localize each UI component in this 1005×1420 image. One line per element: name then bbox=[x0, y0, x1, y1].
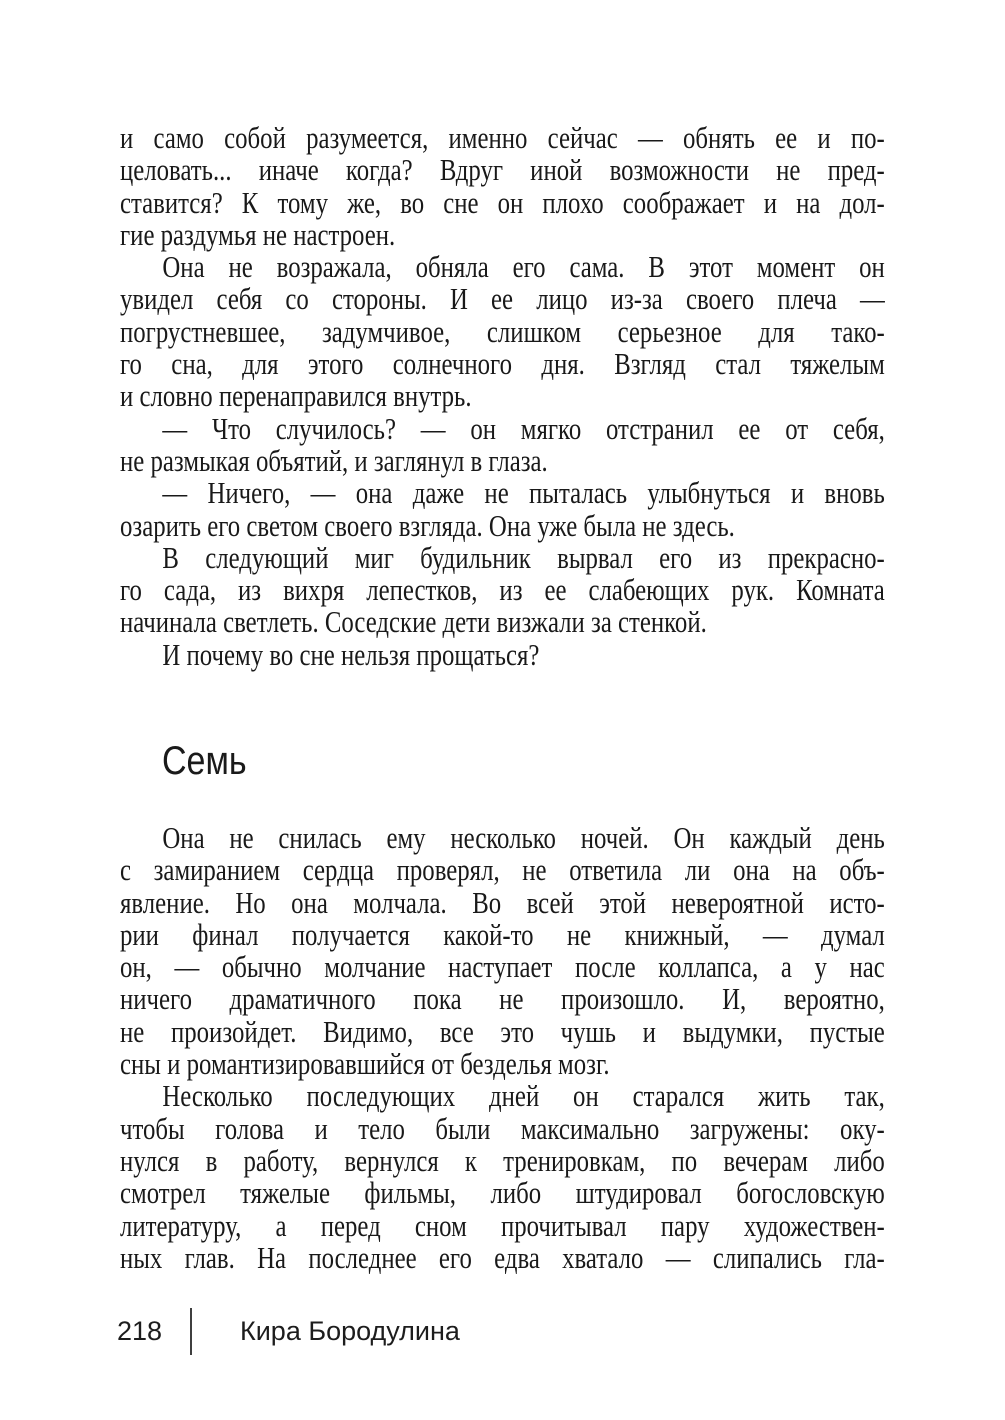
text-line: Она не возражала, обняла его сама. В этот момент он bbox=[162, 249, 885, 285]
text-line: ных глав. На последнее его едва хватало — слипались гла- bbox=[120, 1239, 885, 1275]
footer-divider bbox=[190, 1308, 192, 1355]
text-line: увидел себя со стороны. И ее лицо из-за своего плеча — bbox=[120, 281, 885, 317]
text-line: начинала светлеть. Соседские дети визжали за стенкой. bbox=[120, 604, 707, 640]
chapter-heading: Семь bbox=[162, 739, 247, 783]
text-line: И почему во сне нельзя прощаться? bbox=[162, 636, 540, 672]
text-line: не произойдет. Видимо, все это чушь и выдумки, пустые bbox=[120, 1013, 885, 1049]
text-line: и само собой разумеется, именно сейчас — обнять ее и по- bbox=[120, 120, 885, 155]
text-line: погрустневшее, задумчивое, слишком серьезное для тако- bbox=[120, 313, 885, 349]
text-line: гие раздумья не настроен. bbox=[120, 216, 396, 252]
text-line: явление. Но она молчала. Во всей этой невероятной исто- bbox=[120, 884, 885, 920]
text-line: ставится? К тому же, во сне он плохо соображает и на дол- bbox=[120, 184, 885, 220]
text-line: В следующий миг будильник вырвал его из прекрасно- bbox=[162, 539, 885, 575]
text-line: го сна, для этого солнечного дня. Взгляд стал тяжелым bbox=[120, 346, 885, 382]
text-line: литературу, а перед сном прочитывал пару художествен- bbox=[120, 1207, 885, 1243]
text-line: не размыкая объятий, и заглянул в глаза. bbox=[120, 442, 548, 478]
text-line: целовать... иначе когда? Вдруг иной возможности не пред- bbox=[120, 152, 885, 188]
text-line: он, — обычно молчание наступает после коллапса, а у нас bbox=[120, 949, 885, 985]
text-line: с замиранием сердца проверял, не ответила ли она на объ- bbox=[120, 852, 885, 888]
body-text-after-heading bbox=[120, 822, 885, 1274]
text-line: Несколько последующих дней он старался жить так, bbox=[162, 1078, 885, 1114]
text-line: — Что случилось? — он мягко отстранил ее от себя, bbox=[162, 410, 885, 446]
text-line: озарить его светом своего взгляда. Она уже была не здесь. bbox=[120, 507, 735, 543]
text-line: ничего драматичного пока не произошло. И, вероятно, bbox=[120, 981, 885, 1017]
text-line: сны и романтизировавшийся от безделья мозг. bbox=[120, 1046, 610, 1082]
footer-author-name: Кира Бородулина bbox=[240, 1316, 460, 1346]
text-line: смотрел тяжелые фильмы, либо штудировал богословскую bbox=[120, 1175, 885, 1211]
text-line: Она не снилась ему несколько ночей. Он каждый день bbox=[162, 820, 885, 855]
text-line: и словно перенаправился внутрь. bbox=[120, 378, 472, 414]
body-text-before-heading bbox=[120, 122, 885, 671]
page-number: 218 bbox=[117, 1316, 163, 1346]
text-line: нулся в работу, вернулся к тренировкам, по вечерам либо bbox=[120, 1142, 885, 1178]
text-line: чтобы голова и тело были максимально загружены: оку- bbox=[120, 1110, 885, 1146]
text-line: — Ничего, — она даже не пыталась улыбнуться и вновь bbox=[162, 475, 885, 511]
text-line: рии финал получается какой-то не книжный, — думал bbox=[120, 916, 885, 952]
text-line: го сада, из вихря лепестков, из ее слабеющих рук. Комната bbox=[120, 572, 885, 608]
